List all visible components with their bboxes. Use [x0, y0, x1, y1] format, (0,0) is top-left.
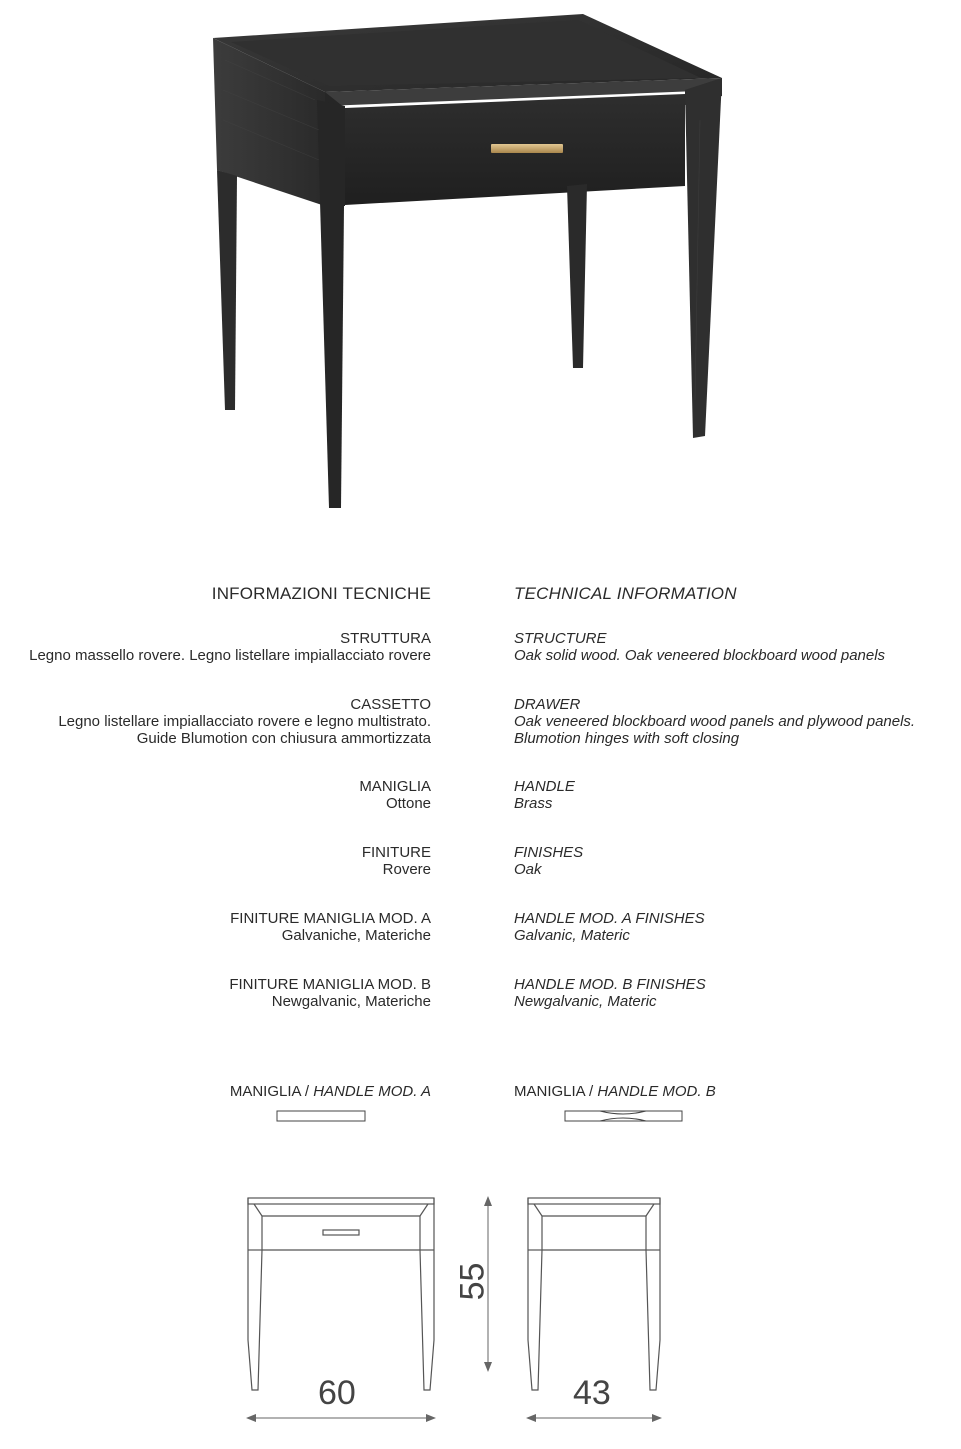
it-section-title: STRUTTURA [340, 630, 431, 647]
en-section-title: HANDLE MOD. A FINISHES [514, 910, 705, 927]
it-section-title: CASSETTO [350, 696, 431, 713]
front-view-drawing [240, 1190, 450, 1400]
handle-b-drawing [560, 1106, 690, 1126]
en-section-line: Blumotion hinges with soft closing [514, 730, 740, 747]
handle-a-label [230, 1083, 431, 1100]
it-section-line: Ottone [385, 795, 431, 812]
it-section-handle-b-finishes [229, 976, 431, 1010]
it-section-handle-a-finishes [230, 910, 431, 944]
en-section-line: Oak solid wood. Oak veneered blockboard wood panels [514, 647, 886, 664]
it-section-line: Galvaniche, Materiche [281, 927, 431, 944]
product-image-nightstand [195, 0, 755, 545]
en-section-title: FINISHES [514, 844, 584, 861]
height-dimension-label: 55 [453, 1262, 492, 1301]
it-section-line: Legno massello rovere. Legno listellare impiallacciato rovere [29, 647, 431, 664]
it-section-line: Newgalvanic, Materiche [271, 993, 431, 1010]
it-section-line: Legno listellare impiallacciato rovere e legno multistrato. [58, 713, 431, 730]
it-section-drawer [58, 696, 431, 747]
width-dimension-label: 60 [318, 1374, 356, 1412]
en-section-title: STRUCTURE [514, 630, 607, 647]
en-section-handle-b-finishes [514, 976, 706, 1010]
side-view-drawing [520, 1190, 670, 1400]
it-section-title: MANIGLIA [359, 778, 431, 795]
heading-english: TECHNICAL INFORMATION [514, 584, 737, 603]
en-section-line: Oak veneered blockboard wood panels and plywood panels. [514, 713, 916, 730]
it-section-title: FINITURE [361, 844, 431, 861]
handle-a-name: HANDLE MOD. A [313, 1083, 431, 1100]
width-dimension-arrow [246, 1410, 436, 1426]
en-section-title: HANDLE [514, 778, 575, 795]
depth-dimension-label: 43 [573, 1374, 611, 1412]
depth-dimension-arrow [526, 1410, 662, 1426]
it-section-title: FINITURE MANIGLIA MOD. B [229, 976, 431, 993]
en-section-handle [514, 778, 575, 812]
it-section-handle [359, 778, 431, 812]
it-section-title: FINITURE MANIGLIA MOD. A [230, 910, 431, 927]
en-section-line: Oak [514, 861, 542, 878]
handle-a-prefix: MANIGLIA / [229, 1083, 314, 1100]
it-section-finishes [362, 844, 431, 878]
en-section-title: DRAWER [514, 696, 581, 713]
en-section-line: Newgalvanic, Materic [514, 993, 657, 1010]
it-section-line: Guide Blumotion con chiusura ammortizzata [136, 730, 431, 747]
handle-b-prefix: MANIGLIA / [514, 1083, 598, 1100]
en-section-structure [514, 630, 885, 664]
en-section-line: Brass [514, 795, 553, 812]
en-section-drawer [514, 696, 915, 747]
handle-a-drawing [270, 1106, 370, 1126]
en-section-handle-a-finishes [514, 910, 705, 944]
handle-b-label [514, 1083, 716, 1100]
it-section-structure [29, 630, 431, 664]
en-section-line: Galvanic, Materic [514, 927, 630, 944]
en-section-title: HANDLE MOD. B FINISHES [514, 976, 706, 993]
it-section-line: Rovere [382, 861, 431, 878]
handle-b-name: HANDLE MOD. B [597, 1083, 716, 1100]
en-section-finishes [514, 844, 583, 878]
heading-italian: INFORMAZIONI TECNICHE [211, 584, 431, 603]
